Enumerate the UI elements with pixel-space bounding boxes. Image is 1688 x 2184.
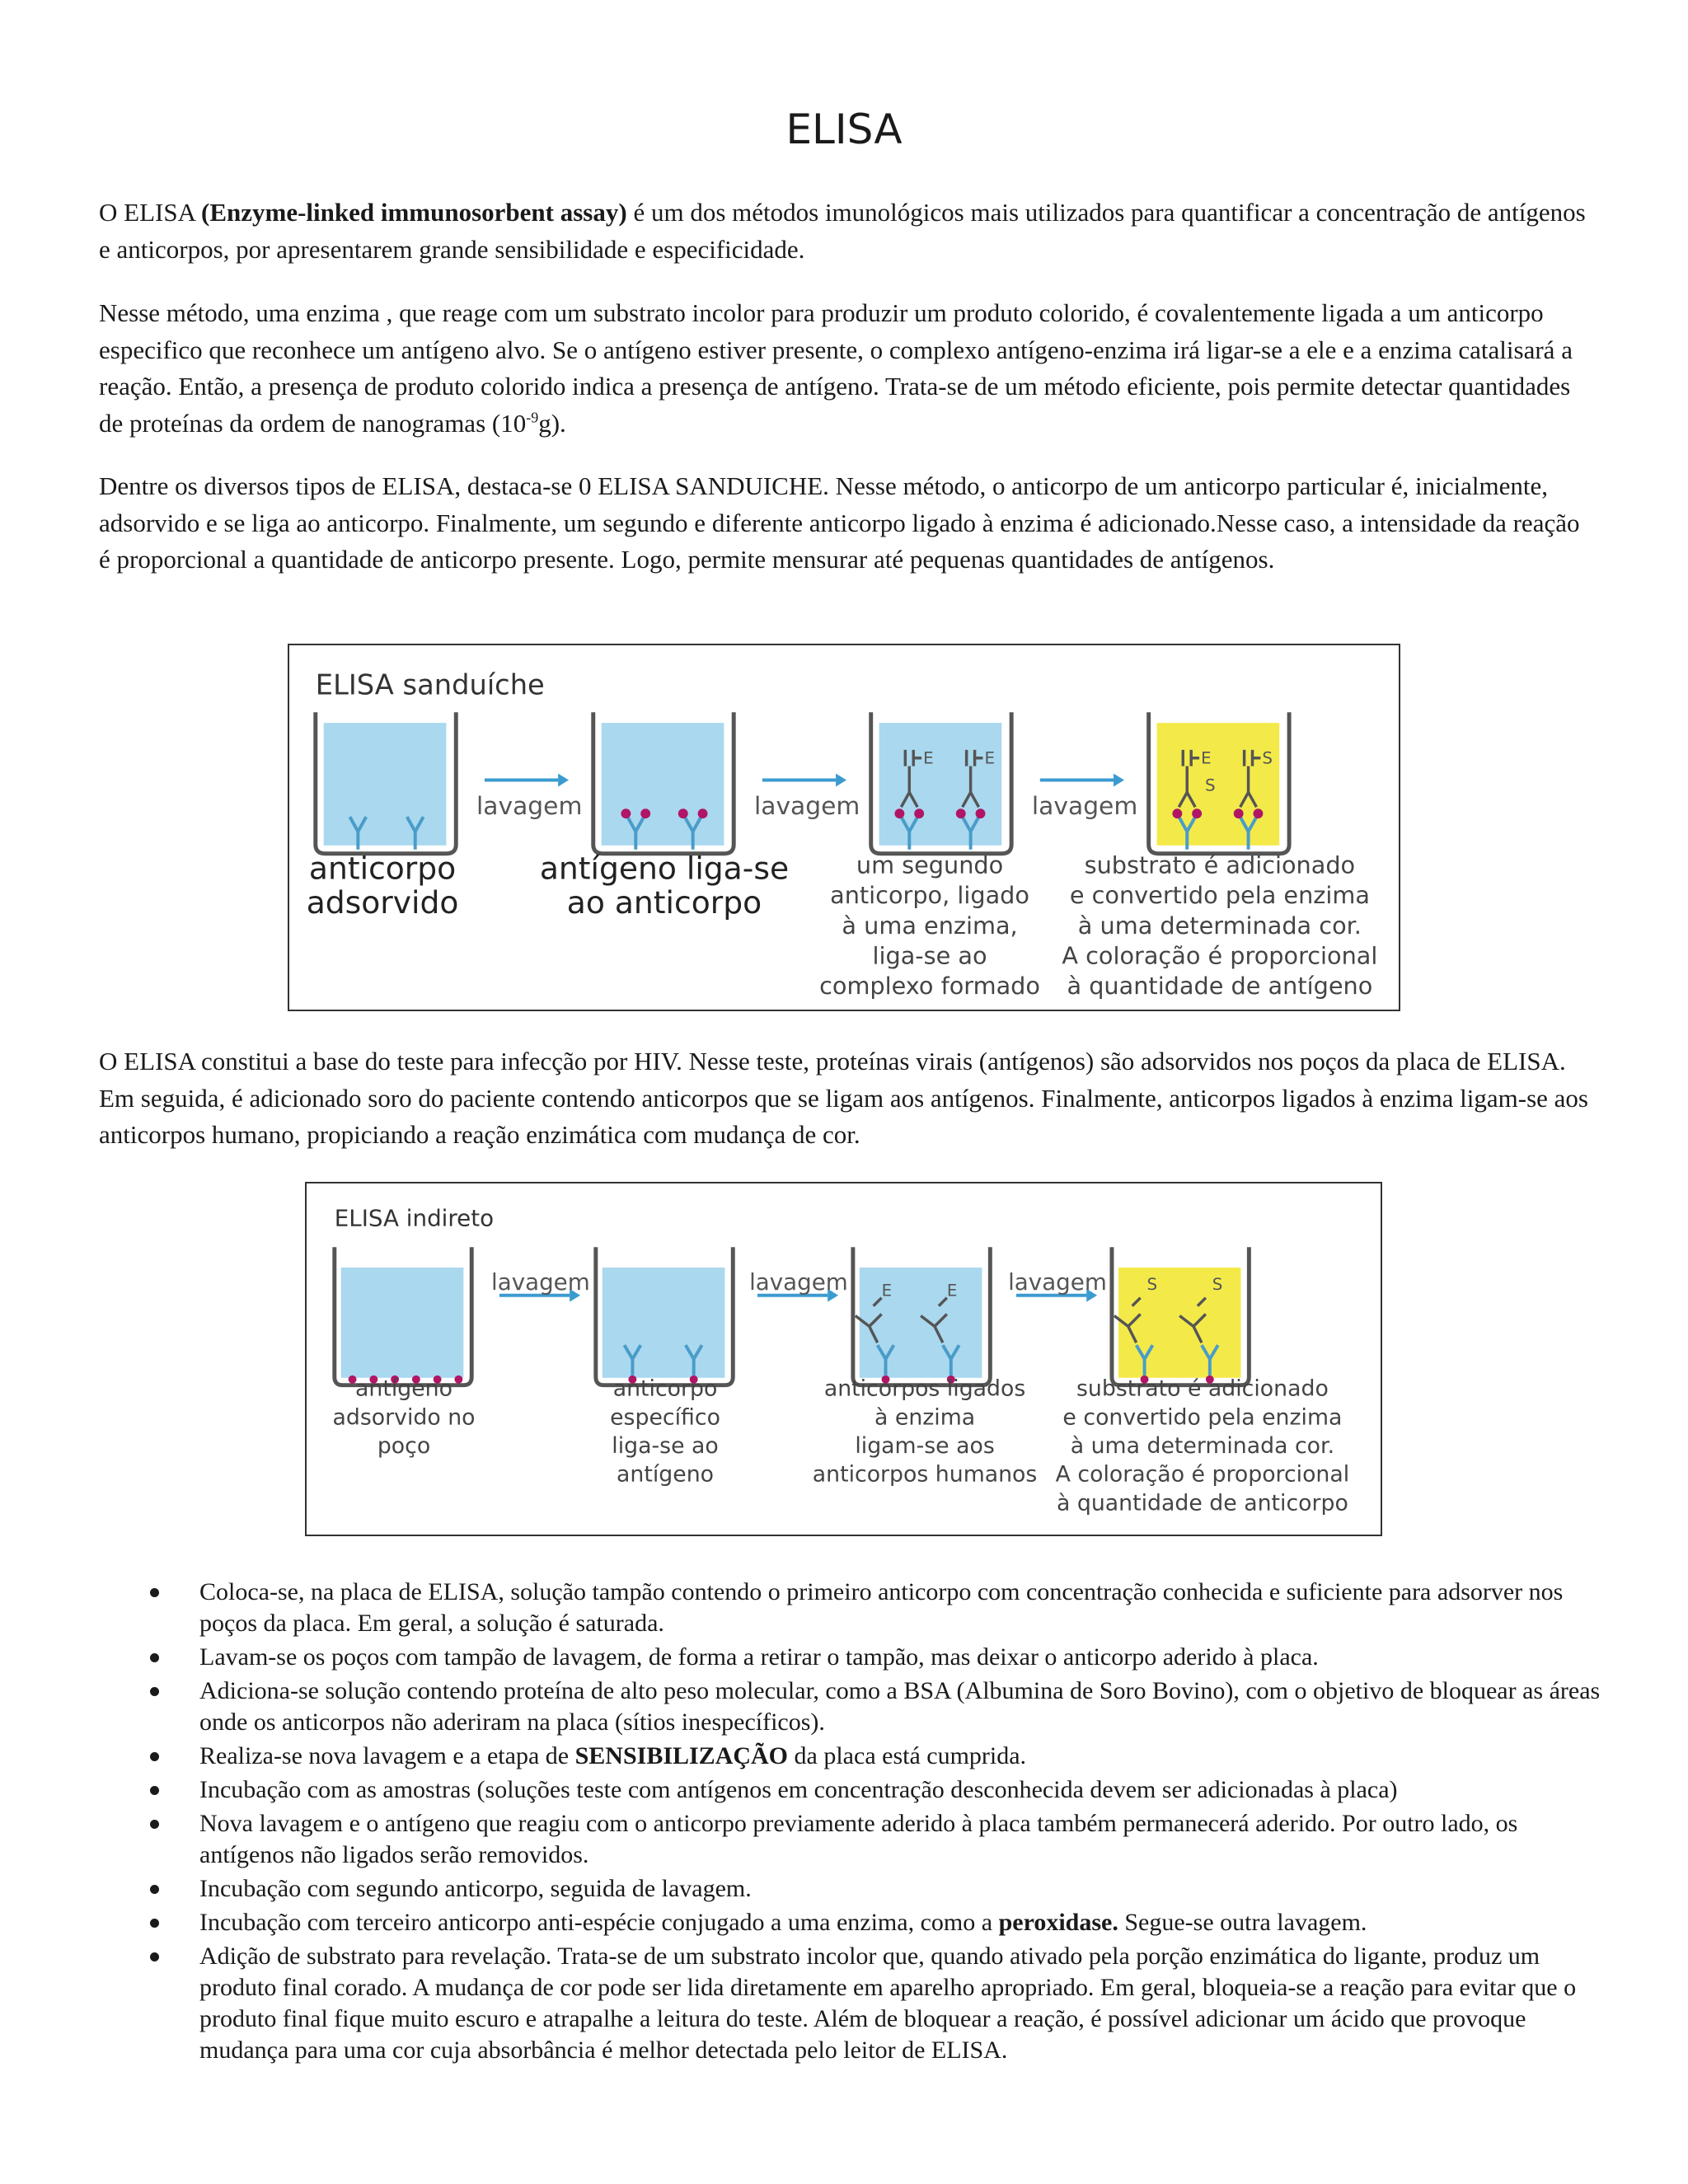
- svg-text:ao anticorpo: ao anticorpo: [566, 884, 762, 921]
- arrow-icon: [1040, 774, 1124, 787]
- figure2-title: ELISA indireto: [334, 1204, 495, 1232]
- svg-text:à uma enzima,: à uma enzima,: [842, 911, 1018, 940]
- arrow-label: lavagem: [1031, 792, 1138, 822]
- hiv-paragraph: O ELISA constitui a base do teste para infecção por HIV. Nesse teste, proteínas virais (antígenos) são adsorvidos nos poços da placa de ELISA. Em seguida, é adicionado soro do paciente contendo anticorpos que se ligam aos antígenos. Finalmente, anticorpos ligados à enzima ligam-se aos anticorpos humano, propiciando a reação enzimática com mudança de cor.: [99, 1047, 1588, 1149]
- method-text: Nesse método, uma enzima , que reage com um substrato incolor para produzir um produto colorido, é covalentemente ligada a um anticorpo especifico que reconhece um antígeno alvo. Se o antígeno estiver presente, o complexo antígeno-enzima irá ligar-se a ele e a enzima catalisará a reação. Então, a presença de produto colorido indica a presença de antígeno. Trata-se de um método eficiente, pois permite detectar quantidades de proteínas da ordem de nanogramas (10: [99, 298, 1573, 438]
- list-item: Incubação com as amostras (soluções teste com antígenos em concentração desconhecida devem ser adicionadas à placa): [99, 1774, 1607, 1806]
- enzyme-label: E: [946, 1281, 958, 1301]
- well-liquid: [324, 723, 447, 846]
- enzyme-label: E: [984, 748, 995, 768]
- svg-text:A coloração é proporcional: A coloração é proporcional: [1062, 941, 1378, 970]
- intro-paragraph: [99, 194, 1592, 268]
- elisa-sandwich-figure: [288, 644, 1400, 1011]
- method-paragraph: [99, 295, 1592, 442]
- well-4: [1112, 1247, 1249, 1385]
- svg-text:adsorvido: adsorvido: [306, 884, 459, 921]
- arrow-label: lavagem: [753, 792, 860, 822]
- list-item: Nova lavagem e o antígeno que reagiu com o anticorpo previamente aderido à placa também permanecerá aderido. Por outro lado, os antígenos não ligados serão removidos.: [99, 1808, 1607, 1871]
- elisa-indirect-figure: [305, 1182, 1382, 1536]
- svg-text:anticorpo: anticorpo: [308, 850, 457, 887]
- intro-bold-term: (Enzyme-linked immunosorbent assay): [201, 198, 627, 227]
- list-item: Realiza-se nova lavagem e a etapa de SENSIBILIZAÇÃO da placa está cumprida.: [99, 1741, 1607, 1772]
- bullet-icon: [150, 1786, 159, 1795]
- svg-text:substrato é adicionado: substrato é adicionado: [1084, 851, 1356, 879]
- svg-text:antígeno: antígeno: [617, 1461, 715, 1488]
- svg-text:um segundo: um segundo: [856, 851, 1004, 879]
- svg-text:substrato é adicionado: substrato é adicionado: [1076, 1376, 1329, 1402]
- intro-text: O ELISA: [99, 198, 201, 227]
- svg-text:à uma determinada cor.: à uma determinada cor.: [1077, 911, 1362, 940]
- list-item: Incubação com terceiro anticorpo anti-espécie conjugado a uma enzima, como a peroxidase. Segue-se outra lavagem.: [99, 1907, 1607, 1938]
- svg-text:liga-se ao: liga-se ao: [872, 941, 987, 970]
- enzyme-label: E: [881, 1281, 893, 1301]
- svg-text:adsorvido no: adsorvido no: [332, 1404, 476, 1431]
- step4-caption: [1056, 1376, 1350, 1516]
- svg-text:A coloração é proporcional: A coloração é proporcional: [1055, 1461, 1350, 1488]
- list-item: Incubação com segundo anticorpo, seguida de lavagem.: [99, 1873, 1607, 1905]
- enzyme-label: E: [923, 748, 934, 768]
- bullet-icon: [150, 1919, 159, 1928]
- bullet-icon: [150, 1952, 159, 1961]
- step3-caption: [819, 851, 1040, 1000]
- substrate-label: S: [1262, 748, 1273, 768]
- substrate-label: S: [1146, 1274, 1158, 1294]
- svg-text:anticorpos humanos: anticorpos humanos: [812, 1461, 1038, 1488]
- arrow-icon: [485, 774, 569, 787]
- well-1: [316, 712, 456, 853]
- svg-text:anticorpo: anticorpo: [612, 1376, 718, 1402]
- enzyme-label: E: [1201, 748, 1212, 768]
- substrate-label: S: [1212, 1274, 1223, 1294]
- figure1-title: ELISA sanduíche: [315, 668, 545, 701]
- arrow-label: lavagem: [1008, 1268, 1107, 1296]
- sandwich-paragraph: Dentre os diversos tipos de ELISA, destaca-se 0 ELISA SANDUICHE. Nesse método, o anticorpo de um anticorpo particular é, inicialmente, adsorvido e se liga ao anticorpo. Finalmente, um segundo e diferente anticorpo ligado à enzima é adicionado.Nesse caso, a intensidade da reação é proporcional a quantidade de anticorpo presente. Logo, permite mensurar até pequenas quantidades de antígenos.: [99, 471, 1580, 574]
- bullet-icon: [150, 1588, 159, 1597]
- arrow-label: lavagem: [476, 792, 583, 822]
- page-title: ELISA: [785, 105, 903, 153]
- bullet-icon: [150, 1653, 159, 1662]
- arrow-label: lavagem: [749, 1268, 848, 1296]
- list-item: Adição de substrato para revelação. Trata-se de um substrato incolor que, quando ativado pela porção enzimática do ligante, produz um produto final corado. A mudança de cor pode ser lida diretamente em aparelho apropriado. Em geral, bloqueia-se a reação para evitar que o produto final fique muito escuro e atrapalhe a leitura do teste. Além de bloquear a reação, é possível adicionar um ácido que provoque mudança para uma cor cuja absorbância é melhor detectada pelo leitor de ELISA.: [99, 1941, 1607, 2066]
- list-item: Coloca-se, na placa de ELISA, solução tampão contendo o primeiro anticorpo com concentração conhecida e suficiente para adsorver nos poços da placa. Em geral, a solução é saturada.: [99, 1577, 1607, 1639]
- svg-text:antígeno: antígeno: [355, 1376, 452, 1402]
- svg-text:anticorpos ligados: anticorpos ligados: [823, 1376, 1026, 1402]
- step2-caption: [610, 1376, 720, 1488]
- arrow-icon: [762, 774, 846, 787]
- well-4: [1149, 712, 1289, 853]
- svg-text:complexo formado: complexo formado: [819, 972, 1041, 1001]
- procedure-list: [99, 1577, 1607, 2069]
- step3-caption: [813, 1376, 1038, 1488]
- svg-text:liga-se ao: liga-se ao: [612, 1432, 719, 1459]
- bold-term: peroxidase.: [998, 1909, 1118, 1936]
- svg-text:poço: poço: [377, 1432, 431, 1459]
- list-item: Adiciona-se solução contendo proteína de alto peso molecular, como a BSA (Albumina de Soro Bovino), com o objetivo de bloquear as áreas onde os anticorpos não aderiram na placa (sítios inespecíficos).: [99, 1675, 1607, 1738]
- svg-text:à uma determinada cor.: à uma determinada cor.: [1070, 1432, 1335, 1459]
- step2-caption: [540, 850, 789, 921]
- well-1: [335, 1247, 471, 1385]
- step1-caption: [307, 850, 459, 921]
- bullet-icon: [150, 1687, 159, 1696]
- substrate-label: S: [1205, 776, 1216, 795]
- svg-text:à quantidade de anticorpo: à quantidade de anticorpo: [1056, 1490, 1348, 1516]
- svg-text:e convertido pela enzima: e convertido pela enzima: [1062, 1404, 1343, 1431]
- well-3: [853, 1247, 990, 1385]
- well-2: [596, 1247, 733, 1385]
- arrow-label: lavagem: [491, 1268, 590, 1296]
- well-2: [593, 712, 734, 853]
- svg-text:à quantidade de antígeno: à quantidade de antígeno: [1067, 972, 1373, 1001]
- well-3: [871, 712, 1011, 853]
- well-liquid-colored: [1157, 723, 1280, 846]
- svg-text:ligam-se aos: ligam-se aos: [855, 1432, 995, 1459]
- svg-text:e convertido pela enzima: e convertido pela enzima: [1069, 881, 1370, 910]
- well-liquid: [603, 1268, 725, 1378]
- well-liquid: [879, 723, 1002, 846]
- step4-caption: [1062, 851, 1377, 1000]
- intro-text-continued: é um dos métodos imunológicos mais utilizados para quantificar a concentração de antígenos e anticorpos, por apresentarem grande sensibilidade e especificidade.: [99, 198, 1586, 264]
- svg-text:antígeno liga-se: antígeno liga-se: [539, 850, 790, 887]
- svg-text:anticorpo, ligado: anticorpo, ligado: [830, 881, 1029, 910]
- method-text-end: g).: [538, 408, 566, 438]
- list-item: Lavam-se os poços com tampão de lavagem, de forma a retirar o tampão, mas deixar o anticorpo aderido à placa.: [99, 1642, 1607, 1673]
- exponent: -9: [526, 409, 539, 426]
- well-liquid: [860, 1268, 982, 1378]
- svg-text:específico: específico: [610, 1404, 720, 1431]
- svg-text:à enzima: à enzima: [874, 1404, 976, 1431]
- bullet-icon: [150, 1820, 159, 1829]
- bold-term: SENSIBILIZAÇÃO: [574, 1742, 789, 1769]
- well-liquid: [341, 1268, 464, 1378]
- bullet-icon: [150, 1752, 159, 1761]
- bullet-icon: [150, 1885, 159, 1894]
- well-liquid: [602, 723, 724, 846]
- step1-caption: [333, 1376, 476, 1459]
